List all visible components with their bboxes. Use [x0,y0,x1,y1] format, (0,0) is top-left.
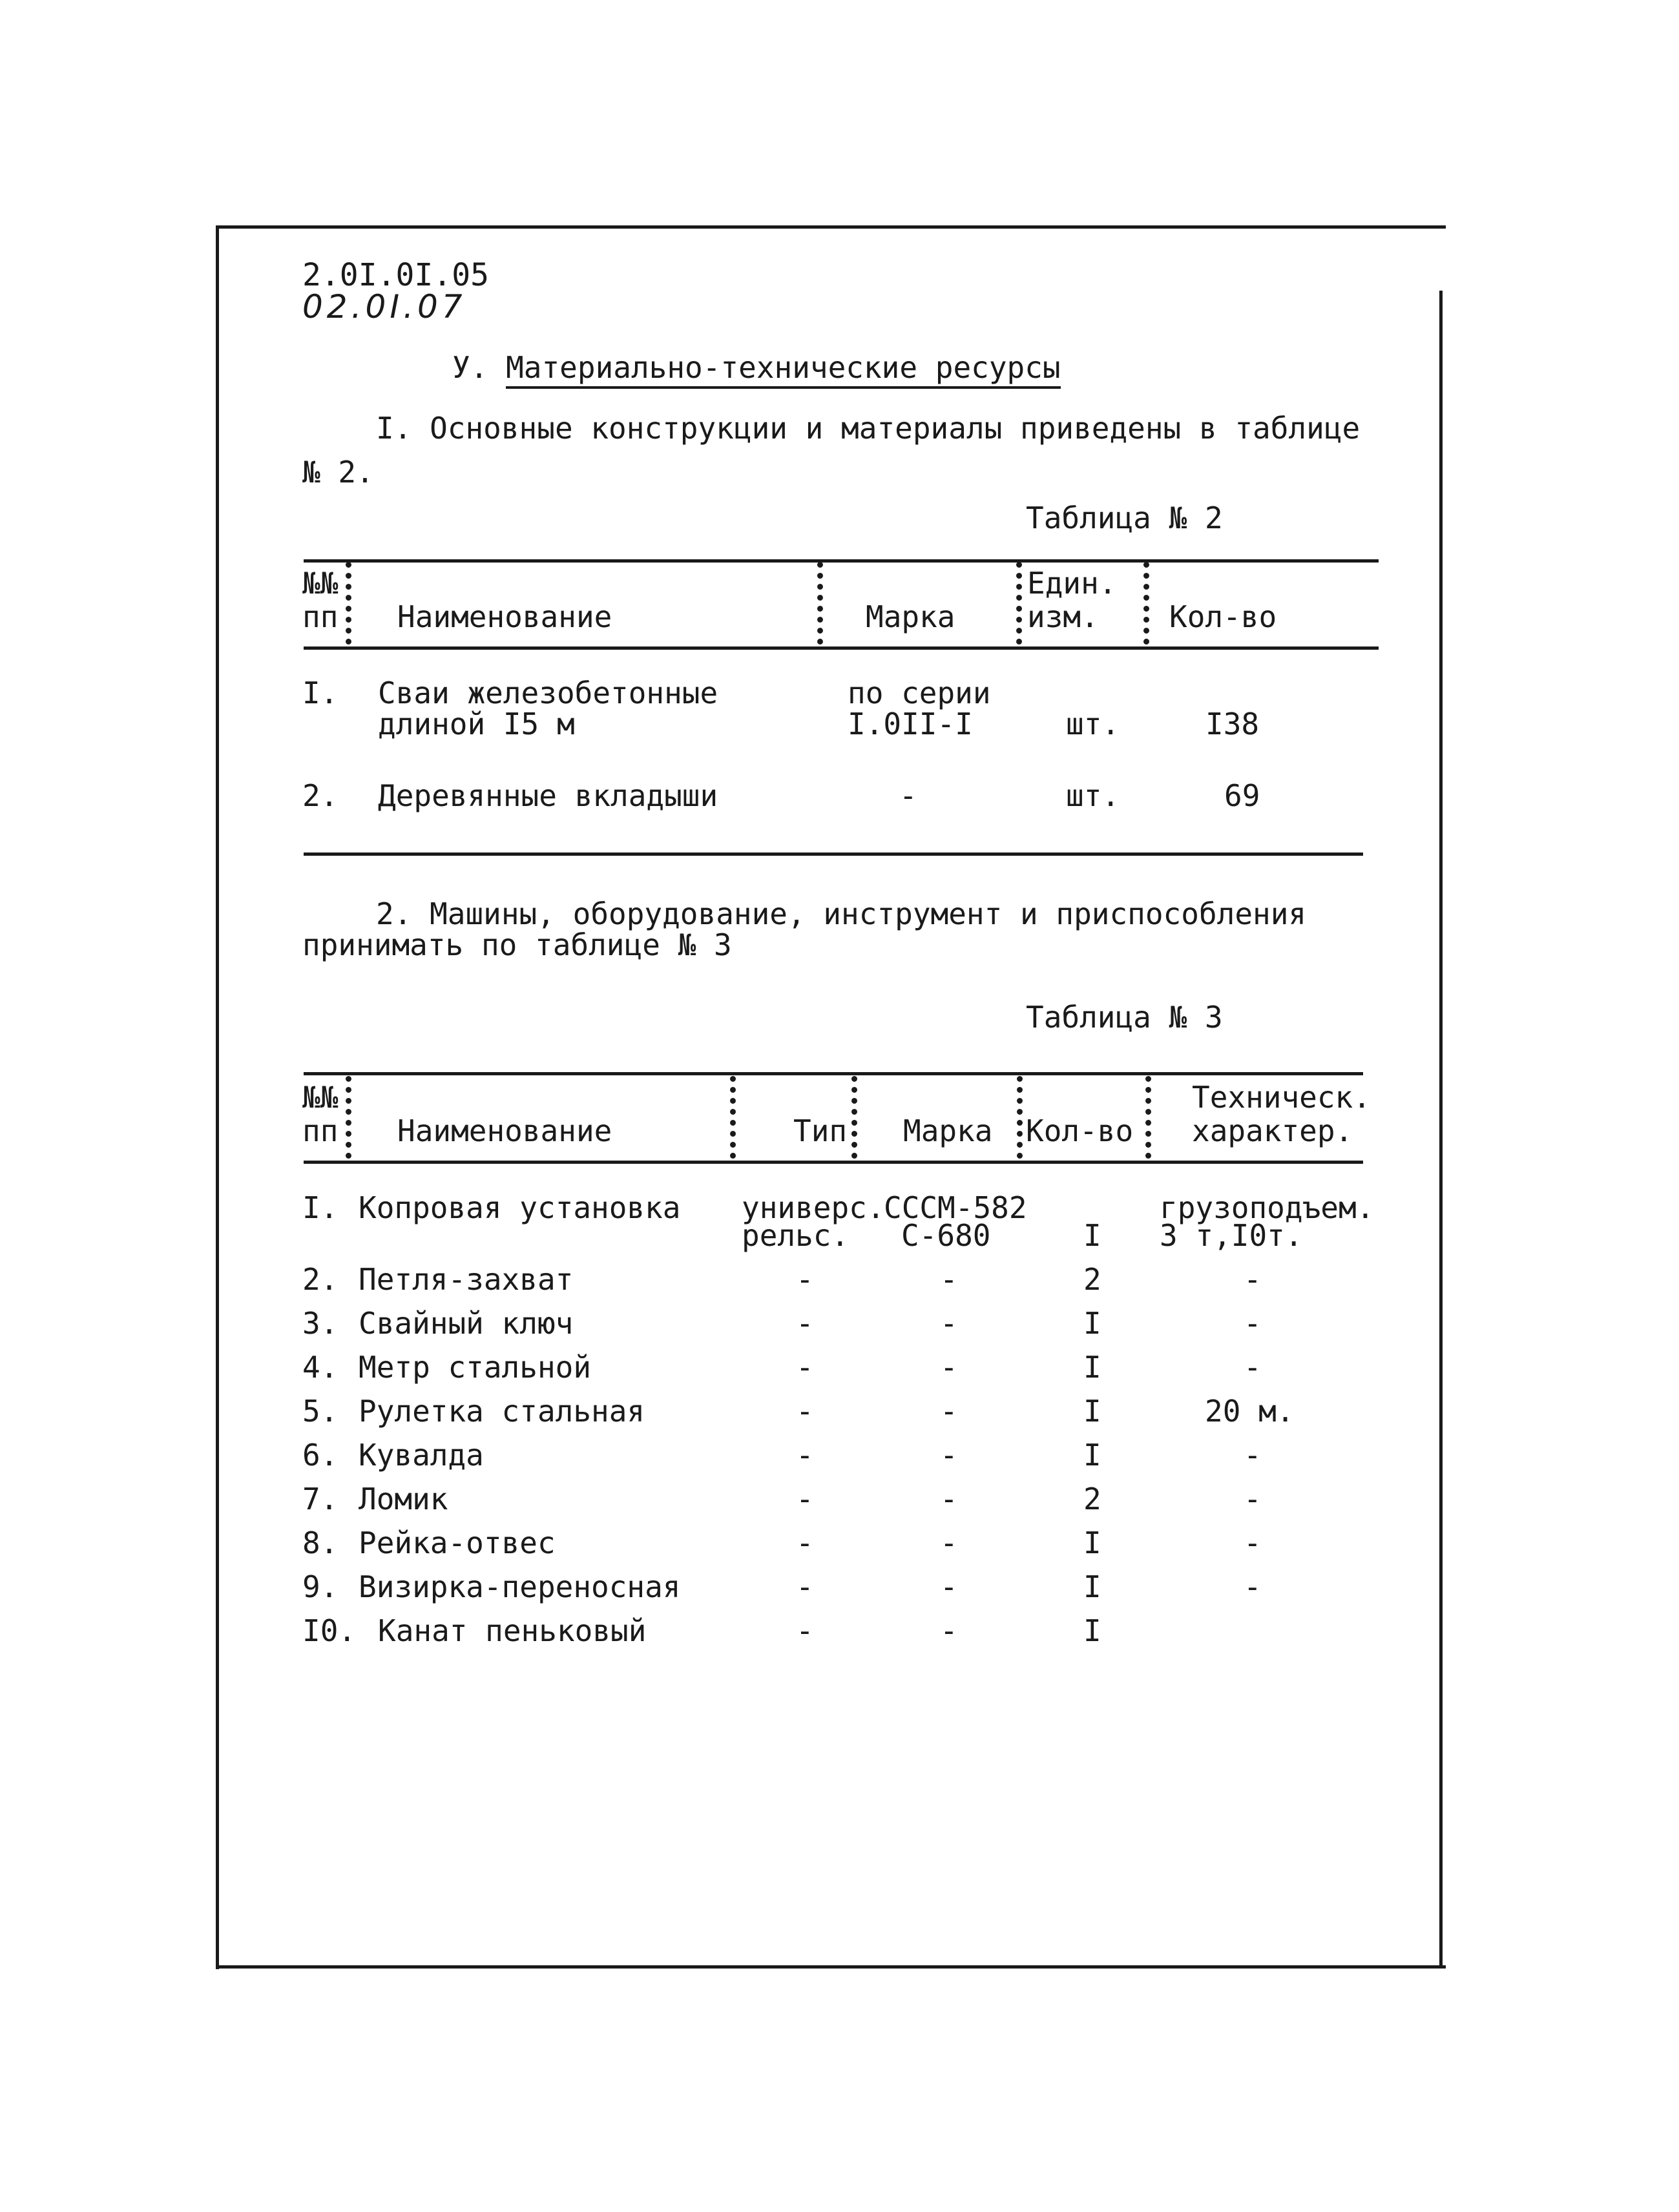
t2-row-qty: I38 [1205,707,1260,741]
t3-row-qty: I [1083,1569,1101,1604]
t3-row-mark: - [940,1306,958,1341]
t2-header-divider [817,562,823,645]
t2-row-mark: I.0II-I [848,707,973,741]
t3-row-qty: I [1083,1350,1101,1385]
t2-header-unit-2: изм. [1027,599,1099,634]
t3-row-mark: - [940,1613,958,1648]
t3-header-divider [730,1076,736,1159]
t2-header-num-1: №№ [302,566,339,601]
t3-row-type: рельс. [742,1218,850,1253]
table-2-header-rule [304,646,1379,650]
t2-header-divider [346,562,351,645]
t3-row-name: Визирка-переносная [359,1569,681,1604]
t3-row-name: Свайный ключ [359,1306,574,1341]
t2-row-num: I. [302,676,339,710]
t3-row-num: I. [302,1190,339,1225]
t3-row-num: 3. [302,1306,339,1341]
t2-row-num: 2. [302,778,339,813]
t3-header-tech-1: Техническ. [1192,1080,1371,1115]
section-number: У. [452,350,488,385]
t3-row-tech: - [1244,1262,1262,1297]
t2-row-name: Сваи железобетонные [378,676,718,710]
t3-header-tech-2: характер. [1192,1113,1353,1148]
t3-row-num: 4. [302,1350,339,1385]
frame-left-border [216,225,219,1969]
t3-row-name: Кувалда [359,1438,484,1473]
t3-row-qty: I [1083,1394,1101,1429]
t3-row-type: - [796,1525,814,1560]
t3-row-type: - [796,1306,814,1341]
t3-row-tech: - [1244,1306,1262,1341]
t3-row-qty: 2 [1083,1262,1101,1297]
t3-row-tech: - [1244,1525,1262,1560]
t2-header-mark: Марка [866,599,955,634]
t3-row-tech: - [1244,1438,1262,1473]
t3-header-mark: Марка [903,1113,993,1148]
t3-row-qty: 2 [1083,1482,1101,1516]
doc-code: 2.0I.0I.05 [302,257,489,293]
t2-row-mark: - [899,778,917,813]
t3-row-mark: СССМ-582 [884,1190,1027,1225]
t3-row-mark: - [940,1438,958,1473]
t3-row-num: 8. [302,1525,339,1560]
t2-row-unit: шт. [1066,707,1120,741]
t3-row-tech: - [1244,1482,1262,1516]
table-3-header-rule [304,1161,1363,1164]
t3-row-name: Метр стальной [359,1350,592,1385]
t3-row-num: 5. [302,1394,339,1429]
table-2-bottom-rule [304,853,1363,856]
t2-header-name: Наименование [397,599,612,634]
t2-header-qty: Кол-во [1169,599,1277,634]
t3-row-type: - [796,1482,814,1516]
t3-row-type: - [796,1569,814,1604]
table-3-caption: Таблица № 3 [1026,1000,1223,1035]
t3-row-num: 6. [302,1438,339,1473]
t3-row-num: I0. [302,1613,357,1648]
t3-row-tech: - [1244,1569,1262,1604]
t2-header-unit-1: Един. [1027,566,1117,601]
t3-row-qty: I [1083,1613,1101,1648]
t2-row-unit: шт. [1066,778,1120,813]
t3-header-type: Тип [793,1113,848,1148]
table-3-top-rule [304,1072,1363,1075]
t3-row-num: 7. [302,1482,339,1516]
table-2-top-rule [304,559,1379,563]
t3-header-qty: Кол-во [1026,1113,1134,1148]
t3-row-name: Рулетка стальная [359,1394,645,1429]
t3-row-name: Канат пеньковый [378,1613,647,1648]
t3-row-num: 2. [302,1262,339,1297]
section-heading [452,350,1061,385]
t3-row-mark: - [940,1525,958,1560]
t3-row-name: Копровая установка [359,1190,681,1225]
t2-row-name: длиной I5 м [378,707,575,741]
t3-header-num-1: №№ [302,1080,339,1115]
t3-header-divider [851,1076,857,1159]
section-title: Материально-технические ресурсы [506,350,1061,389]
paragraph-2-line-2: принимать по таблице № 3 [302,927,732,962]
t3-row-type: - [796,1262,814,1297]
t3-row-mark: - [940,1394,958,1429]
t3-row-type: - [796,1613,814,1648]
t3-row-name: Рейка-отвес [359,1525,556,1560]
t3-row-type: - [796,1394,814,1429]
t3-row-type: - [796,1438,814,1473]
t3-row-qty: I [1083,1438,1101,1473]
t3-row-tech: грузоподъем. [1160,1190,1375,1225]
t3-row-mark: - [940,1350,958,1385]
doc-code-handwritten: 02.0I.07 [302,288,466,326]
paragraph-1-line-2: № 2. [302,455,374,490]
t3-row-num: 9. [302,1569,339,1604]
t3-row-qty: I [1083,1218,1101,1253]
t3-row-qty: I [1083,1525,1101,1560]
t2-header-divider [1016,562,1022,645]
t3-row-tech: 3 т,I0т. [1160,1218,1303,1253]
t3-row-name: Петля-захват [359,1262,574,1297]
t3-row-tech: 20 м. [1205,1394,1295,1429]
t2-header-num-2: пп [302,599,339,634]
paragraph-1-line-1: I. Основные конструкции и материалы приведены в таблице [376,411,1361,446]
t3-header-name: Наименование [397,1113,612,1148]
t3-row-name: Ломик [359,1482,448,1516]
paragraph-2-line-1: 2. Машины, оборудование, инструмент и приспособления [376,896,1307,931]
t2-row-name: Деревянные вкладыши [378,778,718,813]
t2-row-qty: 69 [1224,778,1260,813]
frame-top-border [216,225,1446,229]
t3-row-type: универс. [742,1190,885,1225]
t3-header-divider [1017,1076,1023,1159]
t3-row-mark: - [940,1569,958,1604]
t3-row-mark: С-680 [901,1218,991,1253]
t3-row-mark: - [940,1482,958,1516]
t3-row-tech: - [1244,1350,1262,1385]
t3-row-qty: I [1083,1306,1101,1341]
t3-header-num-2: пп [302,1113,339,1148]
t3-header-divider [346,1076,351,1159]
t3-row-mark: - [940,1262,958,1297]
table-2-caption: Таблица № 2 [1026,501,1223,535]
frame-bottom-border [216,1965,1446,1969]
t3-header-divider [1145,1076,1151,1159]
t2-row-mark: по серии [848,676,991,710]
t2-header-divider [1143,562,1149,645]
t3-row-type: - [796,1350,814,1385]
frame-right-border [1439,291,1443,1969]
